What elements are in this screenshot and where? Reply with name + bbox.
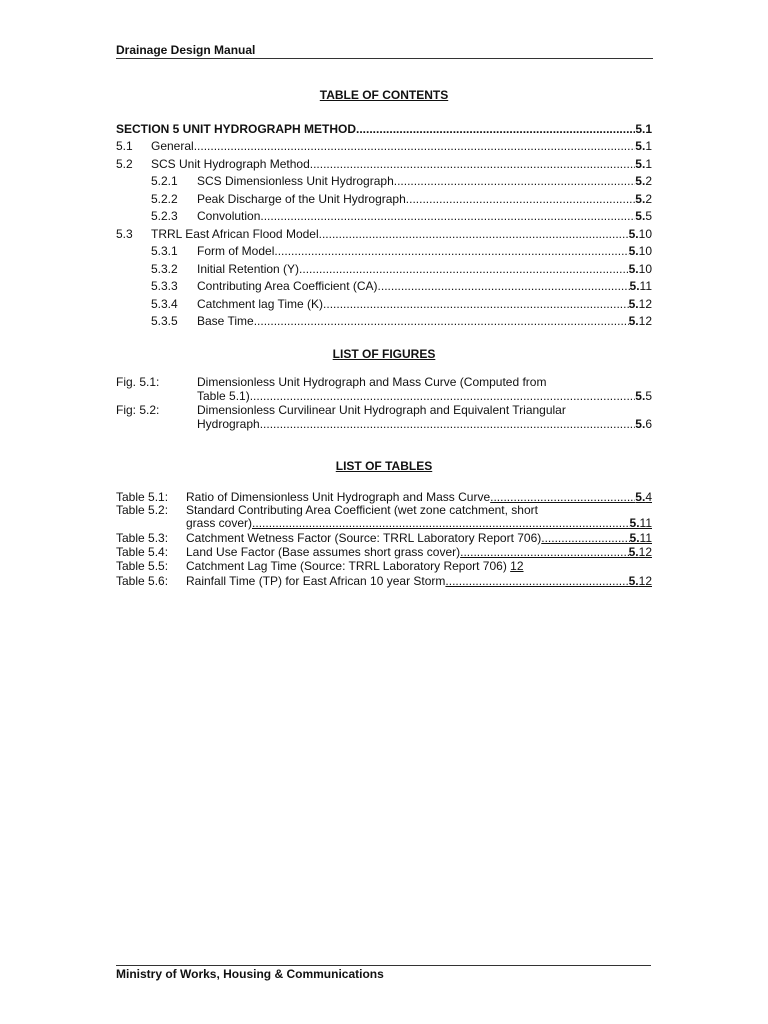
toc-entry-5-3-5[interactable] (151, 313, 652, 329)
toc-entry-number: 5.2.1 (151, 174, 178, 188)
table-title: Catchment Wetness Factor (Source: TRRL Laboratory Report 706) (186, 531, 542, 545)
toc-entry-page: 5.1 (635, 157, 652, 171)
table-title: Land Use Factor (Base assumes short grass cover) (186, 545, 461, 559)
figure-entry-5-1[interactable] (197, 388, 652, 404)
leader-dots (260, 416, 636, 432)
toc-entry-5-2-2[interactable] (151, 191, 652, 207)
toc-entry-number: 5.2 (116, 157, 133, 171)
toc-entry-page: 5.2 (635, 192, 652, 206)
toc-entry-5-2[interactable] (116, 156, 652, 172)
page-header: Drainage Design Manual (116, 43, 653, 59)
toc-entry-title: General (151, 139, 194, 153)
table-label: Table 5.6: (116, 574, 169, 588)
toc-entry-5-3-1[interactable] (151, 243, 652, 259)
leader-dots (394, 173, 636, 189)
table-entry-5-4[interactable] (186, 544, 652, 560)
table-page: 5.4 (635, 490, 652, 504)
leader-dots (252, 515, 629, 531)
table-entry-5-6[interactable] (186, 573, 652, 589)
toc-entry-5-3-4[interactable] (151, 296, 652, 312)
toc-entry-title: SCS Unit Hydrograph Method (151, 157, 310, 171)
toc-entry-title: Base Time (197, 314, 254, 328)
toc-entry-title: TRRL East African Flood Model (151, 227, 319, 241)
page-footer: Ministry of Works, Housing & Communications (116, 965, 651, 981)
table-page: 12 (510, 559, 524, 573)
toc-entry-page: 5.5 (635, 209, 652, 223)
toc-entry-number: 5.1 (116, 139, 133, 153)
tables-heading: LIST OF TABLES (335, 459, 433, 473)
leader-dots (445, 573, 628, 589)
figure-page: 5.6 (635, 417, 652, 431)
table-label: Table 5.4: (116, 545, 169, 559)
toc-entry-page: 5.1 (635, 139, 652, 153)
toc-entry-page: 5.10 (628, 227, 652, 241)
figure-label: Fig. 5.1: (116, 375, 160, 389)
toc-entry-5-3-2[interactable] (151, 261, 652, 277)
toc-entry-title: Peak Discharge of the Unit Hydrograph (197, 192, 406, 206)
toc-heading: TABLE OF CONTENTS (319, 88, 449, 102)
table-title: Rainfall Time (TP) for East African 10 year Storm (186, 574, 446, 588)
toc-entry-number: 5.3.5 (151, 314, 178, 328)
leader-dots (310, 156, 636, 172)
toc-entry-5-2-3[interactable] (151, 208, 652, 224)
leader-dots (323, 296, 629, 312)
toc-entry-number: 5.3.4 (151, 297, 178, 311)
table-page: 5.11 (629, 516, 652, 530)
toc-entry-title: SCS Dimensionless Unit Hydrograph (197, 174, 394, 188)
toc-entry-title: Contributing Area Coefficient (CA) (197, 279, 378, 293)
toc-section-title: SECTION 5 UNIT HYDROGRAPH METHOD (116, 122, 357, 136)
toc-entry-number: 5.3 (116, 227, 133, 241)
table-page: 5.12 (628, 545, 652, 559)
toc-entry-number: 5.2.2 (151, 192, 178, 206)
table-page: 5.11 (629, 531, 652, 545)
leader-dots (356, 121, 635, 137)
table-label: Table 5.5: (116, 559, 169, 573)
toc-entry-number: 5.3.1 (151, 244, 178, 258)
table-title: Catchment Lag Time (Source: TRRL Laboratory Report 706) (186, 559, 507, 573)
figure-title-line1[interactable]: Dimensionless Curvilinear Unit Hydrograph and Equivalent Triangular (197, 403, 566, 417)
toc-entry-page: 5.10 (628, 244, 652, 258)
table-title: Ratio of Dimensionless Unit Hydrograph and Mass Curve (186, 490, 491, 504)
toc-entry-number: 5.3.3 (151, 279, 178, 293)
leader-dots (250, 388, 636, 404)
toc-entry-5-1[interactable] (116, 138, 652, 154)
leader-dots (194, 138, 636, 154)
leader-dots (406, 191, 636, 207)
figure-title-line2: Table 5.1) (197, 389, 250, 403)
toc-entry-5-2-1[interactable] (151, 173, 652, 189)
figure-title-line1[interactable]: Dimensionless Unit Hydrograph and Mass Curve (Computed from (197, 375, 547, 389)
toc-entry-page: 5.12 (628, 297, 652, 311)
figure-page: 5.5 (635, 389, 652, 403)
table-title-line1[interactable]: Standard Contributing Area Coefficient (wet zone catchment, short (186, 503, 538, 517)
toc-entry-title: Initial Retention (Y) (197, 262, 300, 276)
leader-dots (274, 243, 628, 259)
toc-section-row[interactable] (116, 121, 652, 137)
figure-title-line2: Hydrograph (197, 417, 260, 431)
toc-entry-5-3-3[interactable] (151, 278, 652, 294)
toc-entry-number: 5.2.3 (151, 209, 178, 223)
table-title-line2: grass cover) (186, 516, 253, 530)
toc-section-page: 5.1 (635, 122, 652, 136)
toc-entry-page: 5.10 (628, 262, 652, 276)
table-entry-5-2[interactable] (186, 515, 652, 531)
toc-entry-page: 5.2 (635, 174, 652, 188)
table-label: Table 5.1: (116, 490, 169, 504)
table-label: Table 5.2: (116, 503, 169, 517)
toc-entry-page: 5.12 (628, 314, 652, 328)
leader-dots (254, 313, 629, 329)
toc-entry-title: Convolution (197, 209, 261, 223)
leader-dots (299, 261, 629, 277)
table-page: 5.12 (628, 574, 652, 588)
leader-dots (460, 544, 629, 560)
toc-entry-number: 5.3.2 (151, 262, 178, 276)
leader-dots (319, 226, 629, 242)
leader-dots (260, 208, 635, 224)
leader-dots (378, 278, 630, 294)
toc-entry-title: Form of Model (197, 244, 275, 258)
figure-label: Fig: 5.2: (116, 403, 160, 417)
table-entry-5-5[interactable] (186, 559, 524, 573)
toc-entry-title: Catchment lag Time (K) (197, 297, 324, 311)
toc-entry-page: 5.11 (629, 279, 652, 293)
table-label: Table 5.3: (116, 531, 169, 545)
toc-entry-5-3[interactable] (116, 226, 652, 242)
figures-heading: LIST OF FIGURES (332, 347, 436, 361)
figure-entry-5-2[interactable] (197, 416, 652, 432)
